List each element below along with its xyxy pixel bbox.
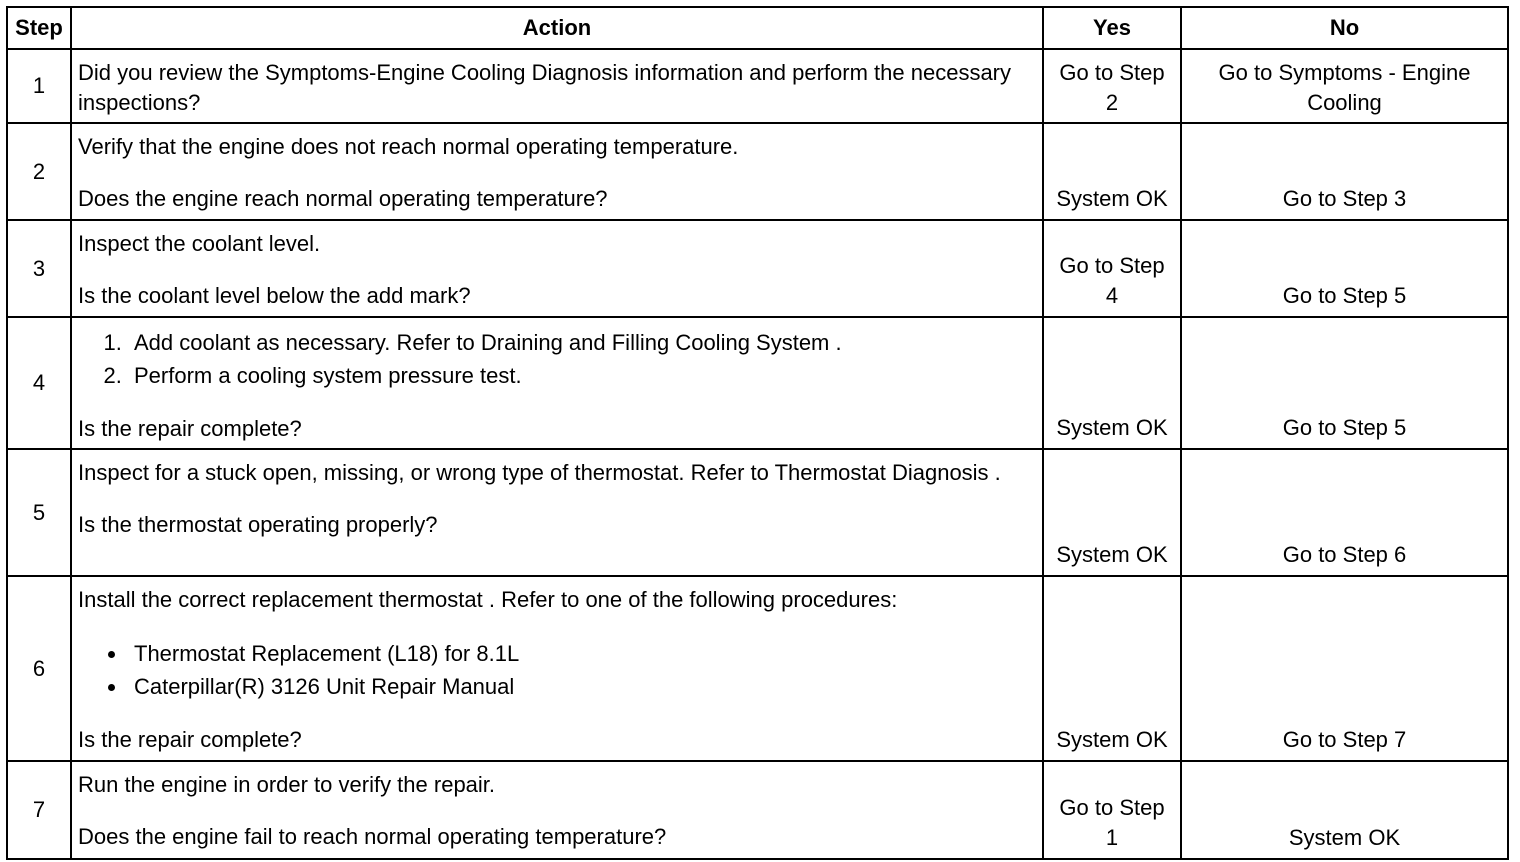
no-answer: Go to Step 5 (1282, 283, 1407, 308)
table-row (7, 49, 1508, 123)
header-yes: Yes (1043, 7, 1181, 49)
yes-answer: Go to Step 2 (1059, 60, 1165, 115)
action-question: Is the thermostat operating properly? (78, 512, 438, 537)
action-question: Is the repair complete? (78, 727, 302, 752)
action-cell (71, 123, 1043, 220)
action-instruction: Inspect for a stuck open, missing, or wrong type of thermostat. Refer to Thermostat Diagnosis . (78, 460, 1001, 485)
no-answer: Go to Step 6 (1282, 542, 1407, 567)
action-cell (71, 317, 1043, 449)
action-question: Did you review the Symptoms-Engine Cooling Diagnosis information and perform the necessary inspections? (78, 60, 1012, 115)
header-row (7, 7, 1508, 49)
yes-cell (1043, 761, 1181, 859)
no-cell (1181, 576, 1508, 761)
no-cell (1181, 449, 1508, 576)
header-step: Step (7, 7, 71, 49)
no-answer: Go to Symptoms - Engine Cooling (1218, 60, 1471, 115)
no-answer: Go to Step 7 (1282, 727, 1407, 752)
list-item: 1. Add coolant as necessary. Refer to Draining and Filling Cooling System . (128, 326, 1036, 359)
no-cell (1181, 317, 1508, 449)
table-row (7, 449, 1508, 576)
yes-cell (1043, 576, 1181, 761)
action-instruction: Inspect the coolant level. (78, 231, 321, 256)
yes-cell (1043, 49, 1181, 123)
no-answer: System OK (1288, 825, 1401, 850)
list-item: 2. Perform a cooling system pressure test. (128, 359, 1036, 392)
step-number: 1 (7, 49, 71, 123)
no-answer: Go to Step 3 (1282, 186, 1407, 211)
table-row (7, 220, 1508, 317)
header-action: Action (71, 7, 1043, 49)
action-question: Is the coolant level below the add mark? (78, 283, 471, 308)
action-cell (71, 449, 1043, 576)
no-answer: Go to Step 5 (1282, 415, 1407, 440)
no-cell (1181, 123, 1508, 220)
action-instruction: Install the correct replacement thermostat . Refer to one of the following procedures: (78, 587, 898, 612)
yes-answer: Go to Step 1 (1059, 795, 1165, 850)
yes-cell (1043, 123, 1181, 220)
no-cell (1181, 220, 1508, 317)
yes-cell (1043, 317, 1181, 449)
yes-answer: System OK (1056, 186, 1168, 211)
yes-cell (1043, 449, 1181, 576)
step-number: 4 (7, 317, 71, 449)
step-number: 3 (7, 220, 71, 317)
action-instruction: Verify that the engine does not reach normal operating temperature. (78, 134, 739, 159)
action-question: Is the repair complete? (78, 416, 302, 441)
step-number: 6 (7, 576, 71, 761)
action-cell (71, 576, 1043, 761)
action-question: Does the engine reach normal operating temperature? (78, 186, 608, 211)
yes-answer: System OK (1056, 727, 1168, 752)
procedure-list (78, 637, 1036, 703)
action-cell (71, 49, 1043, 123)
list-item: • Caterpillar(R) 3126 Unit Repair Manual (128, 670, 1036, 703)
yes-answer: System OK (1056, 542, 1168, 567)
yes-answer: System OK (1056, 415, 1168, 440)
action-question: Does the engine fail to reach normal operating temperature? (78, 824, 667, 849)
list-item: • Thermostat Replacement (L18) for 8.1L (128, 637, 1036, 670)
diagnostic-table (6, 6, 1509, 860)
step-number: 7 (7, 761, 71, 859)
table-row (7, 123, 1508, 220)
table-row (7, 576, 1508, 761)
table-row (7, 761, 1508, 859)
no-cell (1181, 761, 1508, 859)
header-no: No (1181, 7, 1508, 49)
action-cell (71, 761, 1043, 859)
step-number: 2 (7, 123, 71, 220)
yes-cell (1043, 220, 1181, 317)
yes-answer: Go to Step 4 (1059, 253, 1165, 308)
action-cell (71, 220, 1043, 317)
action-steps-list (78, 326, 1036, 392)
no-cell (1181, 49, 1508, 123)
action-instruction: Run the engine in order to verify the repair. (78, 772, 496, 797)
table-row (7, 317, 1508, 449)
step-number: 5 (7, 449, 71, 576)
